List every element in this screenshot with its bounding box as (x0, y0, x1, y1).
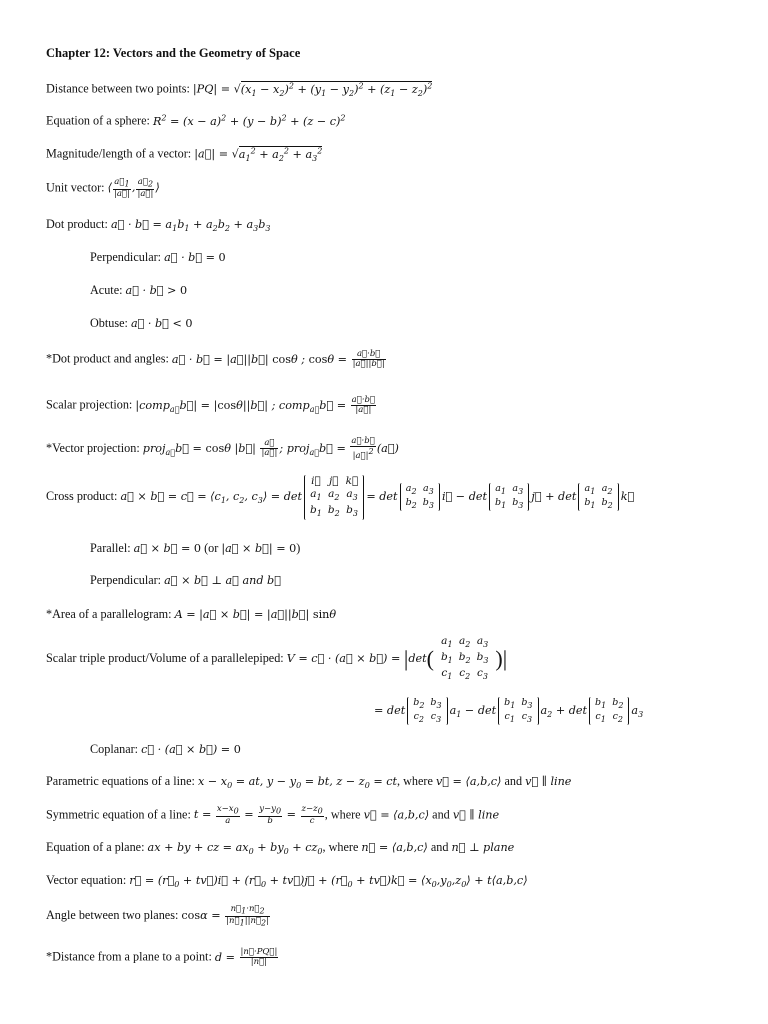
symm-where: , where (324, 807, 364, 822)
sphere-equation: Equation of a sphere: $R^2 = (x - a)^2 + (y - b)^2 + (z - c)^2$ (46, 113, 346, 128)
coplanar-label: Coplanar: (90, 742, 142, 756)
perp2-label: Perpendicular: (90, 573, 165, 587)
page-title: Chapter 12: Vectors and the Geometry of Space (46, 46, 301, 60)
area-label: *Area of a parallelogram: (46, 607, 175, 621)
obtuse-label: Obtuse: (90, 316, 131, 330)
perpendicular-dot: Perpendicular: a⃗ · b⃗ = 0 (90, 250, 226, 264)
parametric-line-formula: Parametric equations of a line: $x - x_0$ = at, $y - y_0$ = bt, $z - z_0$ = ct, where v⃗ = ⟨a,b,c⟩ and v⃗ ∥ line (46, 774, 572, 791)
acute-dot: Acute: a⃗ · b⃗ > 0 (90, 283, 188, 297)
plane-equation: Equation of a plane: ax + by + cz = $ax_0 + by_0 + cz_0$, where n⃗ = ⟨a,b,c⟩ and n⃗ ⊥ plane (46, 840, 515, 857)
cross-product-formula: Cross product: a⃗ × b⃗ = c⃗ = $⟨c_1$, $c_2$, $c_3⟩ = \det$ i⃗ j⃗ k⃗ $a_1$ $a_2$ $a_3$ $b_1$ $b_2$ $b_3$ = det $a_2$ $a_3$ $b_2$ $b_3$ i⃗ − det $a_1$ $a_3$ $b_1$ $b_3$ j⃗ + det $a_1$ $a_2$ $b_1$ $b_2$ k⃗ (46, 474, 635, 518)
dist-plane-label: *Distance from a plane to a point: (46, 949, 215, 964)
acute-label: Acute: (90, 283, 126, 297)
perp-label: Perpendicular: (90, 250, 165, 264)
symmetric-line-formula: Symmetric equation of a line: t = $\frac{x-x_0}{a}$ = $\frac{y-y_0}{b}$ = $\frac{z-z_0}{c}$ , where v⃗ = ⟨a,b,c⟩ and v⃗ ∥ line (46, 804, 500, 826)
perpendicular-cross: Perpendicular: a⃗ × b⃗ ⊥ a⃗ and b⃗ (90, 573, 281, 587)
distance-plane-point-formula: *Distance from a plane to a point: d = $\frac{|n⃗\cdot PQ⃗|}{|n⃗|}$ (46, 947, 278, 967)
vector-projection-formula: *Vector projection: proj$_{a⃗}$b⃗ = cosθ |b⃗| $\frac{a⃗}{|a⃗|}$ ; proj$_{a⃗}$b⃗ = $\frac{a⃗\cdot b⃗}{|a⃗|^2}$ (a⃗) (46, 436, 399, 461)
dot-angles-formula: *Dot product and angles: a⃗ · b⃗ = |a⃗||b⃗| cosθ ; cosθ = $\frac{a⃗\cdot b⃗}{|a⃗||b⃗|}$ (46, 349, 385, 369)
vector-proj-label: *Vector projection: (46, 440, 143, 455)
coplanar-formula: Coplanar: c⃗ · (a⃗ × b⃗) = 0 (90, 742, 241, 756)
triple-product-expansion: = det $b_2$ $b_3$ $c_2$ $c_3$ $a_1 - \det$ $b_1$ $b_3$ $c_1$ $c_3$ $a_2 + \det$ $b_1$ $b_2$ $c_1$ $c_2$ $a_3$ (374, 697, 644, 725)
triple-label: Scalar triple product/Volume of a parallelepiped: (46, 651, 287, 665)
distance-label: Distance between two points: (46, 81, 193, 96)
param-label: Parametric equations of a line: (46, 774, 198, 788)
or-label: (or (201, 541, 222, 555)
scalar-projection-formula: Scalar projection: |comp$_{a⃗}$b⃗| = |cosθ||b⃗| ; comp$_{a⃗}$b⃗ = $\frac{a⃗\cdot b⃗}{|a⃗|}$ (46, 395, 376, 415)
plane-label: Equation of a plane: (46, 840, 148, 854)
obtuse-dot: Obtuse: a⃗ · b⃗ < 0 (90, 316, 193, 330)
cross-label: Cross product: (46, 489, 121, 503)
sphere-label: Equation of a sphere: (46, 113, 153, 128)
triple-product-formula: Scalar triple product/Volume of a parallelepiped: V = c⃗ · (a⃗ × b⃗) = |det( $a_1$ $a_2$ $a_3$ $b_1$ $b_2$ $b_3$ $c_1$ $c_2$ $c_3$ )| (46, 635, 508, 682)
magnitude-formula: Magnitude/length of a vector: |a⃗| = $√a_1^2 + a_2^2 + a_3^2$ (46, 146, 323, 163)
symm-label: Symmetric equation of a line: (46, 807, 194, 822)
param-where: , where (397, 774, 436, 788)
dot-product-formula: Dot product: a⃗ · b⃗ = $a_1b_1 + a_2b_2 + a_3b_3$ (46, 217, 271, 234)
vector-equation: Vector equation: r⃗ = ($r⃗_0$ + tv⃗)i⃗ + ($r⃗_0$ + tv⃗)j⃗ + ($r⃗_0$ + tv⃗)k⃗ = $⟨x_0,y_0,z_0⟩$ + t⟨a,b,c⟩ (46, 873, 528, 890)
plane-and: and (427, 840, 452, 854)
scalar-proj-label: Scalar projection: (46, 397, 136, 412)
distance-formula: Distance between two points: $|PQ| = √(x_1 - x_2)^2 + (y_1 - y_2)^2 + (z_1 - z_2)^2$ (46, 81, 433, 98)
unit-vector-formula: Unit vector: ⟨ $\frac{a⃗_1}{|a⃗|}$ , $\frac{a⃗_2}{|a⃗|}$ ⟩ (46, 177, 160, 199)
parallel-label: Parallel: (90, 541, 134, 555)
angle-between-planes-formula: Angle between two planes: cosα = $\frac{n⃗_1\cdot n⃗_2}{|n⃗_1||n⃗_2|}$ (46, 904, 270, 928)
param-and: and (501, 774, 526, 788)
magnitude-label: Magnitude/length of a vector: (46, 146, 195, 161)
plane-where: , where (322, 840, 362, 854)
vector-eq-label: Vector equation: (46, 873, 130, 887)
parallelogram-area-formula: *Area of a parallelogram: A = |a⃗ × b⃗| = |a⃗||b⃗| sinθ (46, 607, 337, 621)
unit-label: Unit vector: (46, 180, 108, 195)
symm-and: and (429, 807, 453, 822)
dot-label: Dot product: (46, 217, 111, 231)
parallel-cross: Parallel: a⃗ × b⃗ = 0 (or |a⃗ × b⃗| = 0) (90, 541, 301, 555)
dot-angles-label: *Dot product and angles: (46, 351, 172, 366)
angle-planes-label: Angle between two planes: (46, 908, 182, 923)
